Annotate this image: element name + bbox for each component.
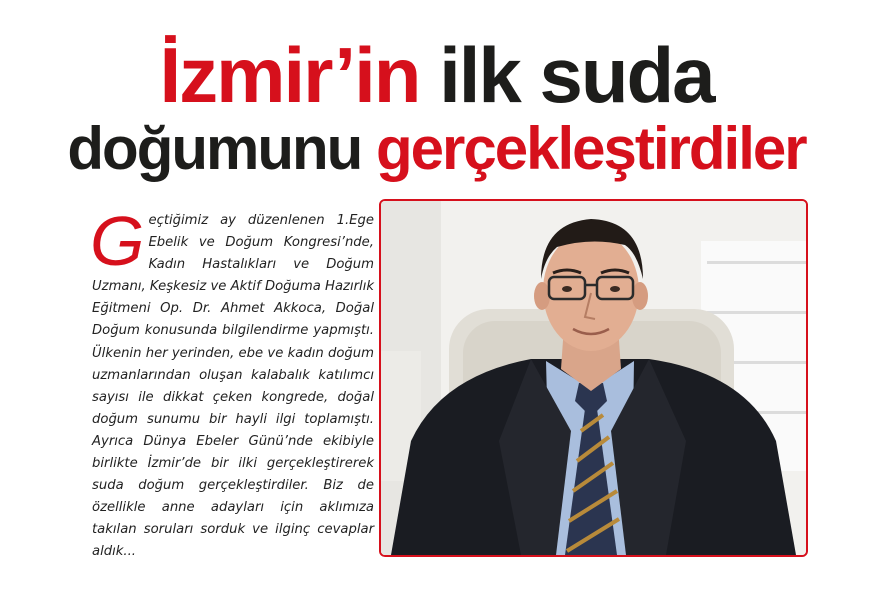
headline-line-2: [0, 113, 873, 185]
headline-dark-text-2: doğumunu: [67, 115, 362, 182]
portrait-illustration: [381, 201, 806, 555]
article-body: [90, 202, 374, 564]
headline-red-text-2: gerçekleştirdiler: [375, 115, 806, 182]
doctor-portrait-photo: [379, 199, 808, 557]
headline-red-text-1: İzmir’in: [159, 31, 420, 119]
article-paragraph: eçtiğimiz ay düzenlenen 1.Ege Ebelik ve Doğum Kongresi’nde, Kadın Hastalıkları ve Doğum Uzmanı, Keşkesiz ve Aktif Doğuma Hazırlık Eğitmeni Op. Dr. Ahmet Akkoca, Doğal Doğum konusunda bilgilendirme yapmıştı. Ülkenin her yerinden, ebe ve kadın doğum uzmanlarından oluşan kalabalık katılımcı sayısı ile dikkat çeken kongrede, doğal doğum sunumu bir hayli ilgi toplamıştı. Ayrıca Dünya Ebeler Günü’nde ekibiyle birlikte İzmir’de bir ilki gerçekleştirerek suda doğum gerçekleştirdiler. Biz de özellikle anne adayları için aklımıza takılan soruları sorduk ve ilginç cevaplar aldık...: [92, 213, 374, 560]
headline-dark-text-1: ilk suda: [439, 31, 714, 119]
headline-line-1: [0, 30, 873, 120]
drop-cap: G: [90, 202, 145, 280]
